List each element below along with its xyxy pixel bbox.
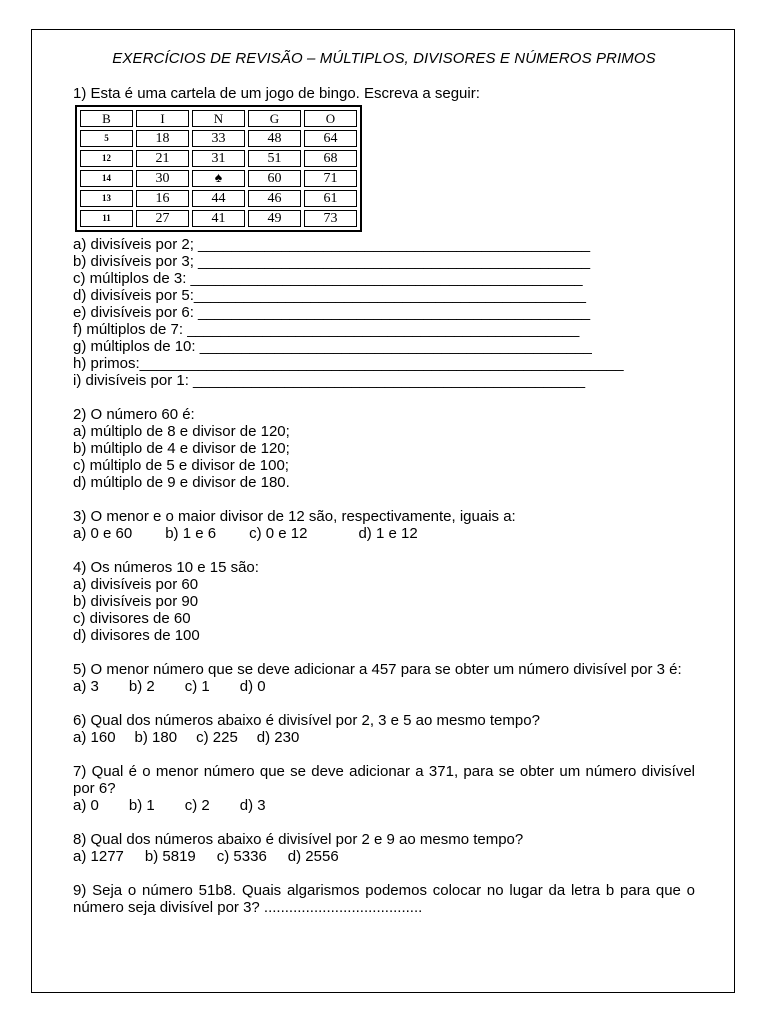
question-9 (73, 882, 695, 916)
bingo-header-row (80, 110, 357, 127)
bingo-header-cell: G (248, 110, 301, 127)
option: d) múltiplo de 9 e divisor de 180. (73, 474, 290, 491)
option: a) 3 (73, 678, 99, 695)
option: b) 1 (128, 797, 155, 814)
bingo-header-cell: I (136, 110, 189, 127)
option: d) 3 (239, 797, 266, 814)
bingo-header-cell: N (192, 110, 245, 127)
option: d) divisores de 100 (73, 627, 200, 644)
bingo-cell: 30 (136, 170, 189, 187)
question-8 (73, 831, 695, 865)
options-row (73, 848, 695, 865)
question-4-text: 4) Os números 10 e 15 são: (73, 559, 259, 576)
question-3 (73, 508, 695, 542)
option: b) múltiplo de 4 e divisor de 120; (73, 440, 290, 457)
bingo-card (75, 105, 362, 232)
bingo-cell: 13 (80, 190, 133, 207)
answer-line: f) múltiplos de 7: _______________________________________________ (73, 321, 580, 338)
options-row (73, 729, 695, 746)
option: c) 2 (184, 797, 210, 814)
bingo-cell: 46 (248, 190, 301, 207)
question-7-text: 7) Qual é o menor número que se deve adicionar a 371, para se obter um número divisível por 6? (73, 763, 695, 797)
option: b) 1 e 6 (165, 525, 217, 542)
bingo-cell: 44 (192, 190, 245, 207)
bingo-cell: 60 (248, 170, 301, 187)
option: b) 5819 (144, 848, 196, 865)
exercise-content (73, 85, 695, 916)
question-1-text: 1) Esta é uma cartela de um jogo de bingo. Escreva a seguir: (73, 85, 480, 102)
bingo-cell: 68 (304, 150, 357, 167)
bingo-cell: 11 (80, 210, 133, 227)
answer-line: i) divisíveis por 1: _______________________________________________ (73, 372, 586, 389)
option: c) 225 (196, 729, 238, 746)
bingo-cell: 12 (80, 150, 133, 167)
options-row (73, 678, 695, 695)
bingo-header-cell: O (304, 110, 357, 127)
bingo-cell: 21 (136, 150, 189, 167)
bingo-cell: 5 (80, 130, 133, 147)
answer-line: c) múltiplos de 3: _______________________________________________ (73, 270, 583, 287)
question-2 (73, 406, 695, 491)
question-7 (73, 763, 695, 814)
options-row (73, 525, 695, 542)
option: b) divisíveis por 90 (73, 593, 199, 610)
option: d) 230 (256, 729, 300, 746)
option: a) 1277 (73, 848, 124, 865)
bingo-cell: 33 (192, 130, 245, 147)
bingo-header-cell: B (80, 110, 133, 127)
answer-line: h) primos:__________________________________________________________ (73, 355, 624, 372)
bingo-cell: 18 (136, 130, 189, 147)
bingo-cell: 61 (304, 190, 357, 207)
bingo-row (80, 150, 357, 167)
bingo-cell: 41 (192, 210, 245, 227)
bingo-row (80, 210, 357, 227)
question-6-text: 6) Qual dos números abaixo é divisível por 2, 3 e 5 ao mesmo tempo? (73, 712, 540, 729)
option: d) 0 (239, 678, 266, 695)
option: c) divisores de 60 (73, 610, 191, 627)
option: c) 5336 (216, 848, 267, 865)
question-4 (73, 559, 695, 644)
option: a) 0 (73, 797, 99, 814)
answer-line: e) divisíveis por 6: _______________________________________________ (73, 304, 591, 321)
answer-line: a) divisíveis por 2; _______________________________________________ (73, 236, 591, 253)
option: a) 160 (73, 729, 116, 746)
answer-line: b) divisíveis por 3; _______________________________________________ (73, 253, 591, 270)
bingo-cell: 16 (136, 190, 189, 207)
bingo-row (80, 190, 357, 207)
option: d) 2556 (287, 848, 339, 865)
question-9-text: 9) Seja o número 51b8. Quais algarismos podemos colocar no lugar da letra b para que o número seja divisível por 3? ...................................... (73, 882, 695, 916)
option: a) divisíveis por 60 (73, 576, 199, 593)
option: c) múltiplo de 5 e divisor de 100; (73, 457, 289, 474)
question-5-text: 5) O menor número que se deve adicionar a 457 para se obter um número divisível por 3 é: (73, 661, 682, 678)
bingo-cell: 49 (248, 210, 301, 227)
bingo-row (80, 130, 357, 147)
answer-line: d) divisíveis por 5:_______________________________________________ (73, 287, 586, 304)
page-title: EXERCÍCIOS DE REVISÃO – MÚLTIPLOS, DIVISORES E NÚMEROS PRIMOS (112, 50, 656, 67)
option: c) 0 e 12 (249, 525, 308, 542)
question-3-text: 3) O menor e o maior divisor de 12 são, respectivamente, iguais a: (73, 508, 516, 525)
bingo-cell: 51 (248, 150, 301, 167)
question-2-text: 2) O número 60 é: (73, 406, 195, 423)
bingo-cell: 48 (248, 130, 301, 147)
option: b) 2 (128, 678, 155, 695)
bingo-cell: 71 (304, 170, 357, 187)
bingo-cell: 64 (304, 130, 357, 147)
bingo-cell: 14 (80, 170, 133, 187)
question-8-text: 8) Qual dos números abaixo é divisível por 2 e 9 ao mesmo tempo? (73, 831, 524, 848)
bingo-row (80, 170, 357, 187)
question-6 (73, 712, 695, 746)
bingo-cell: 27 (136, 210, 189, 227)
option: c) 1 (184, 678, 210, 695)
option: a) 0 e 60 (73, 525, 133, 542)
option: b) 180 (134, 729, 178, 746)
option: d) 1 e 12 (358, 525, 418, 542)
question-5 (73, 661, 695, 695)
bingo-cell: 31 (192, 150, 245, 167)
option: a) múltiplo de 8 e divisor de 120; (73, 423, 290, 440)
spade-icon: ♠ (192, 170, 245, 187)
answer-line: g) múltiplos de 10: _______________________________________________ (73, 338, 592, 355)
options-row (73, 797, 695, 814)
bingo-cell: 73 (304, 210, 357, 227)
question-1 (73, 85, 695, 389)
